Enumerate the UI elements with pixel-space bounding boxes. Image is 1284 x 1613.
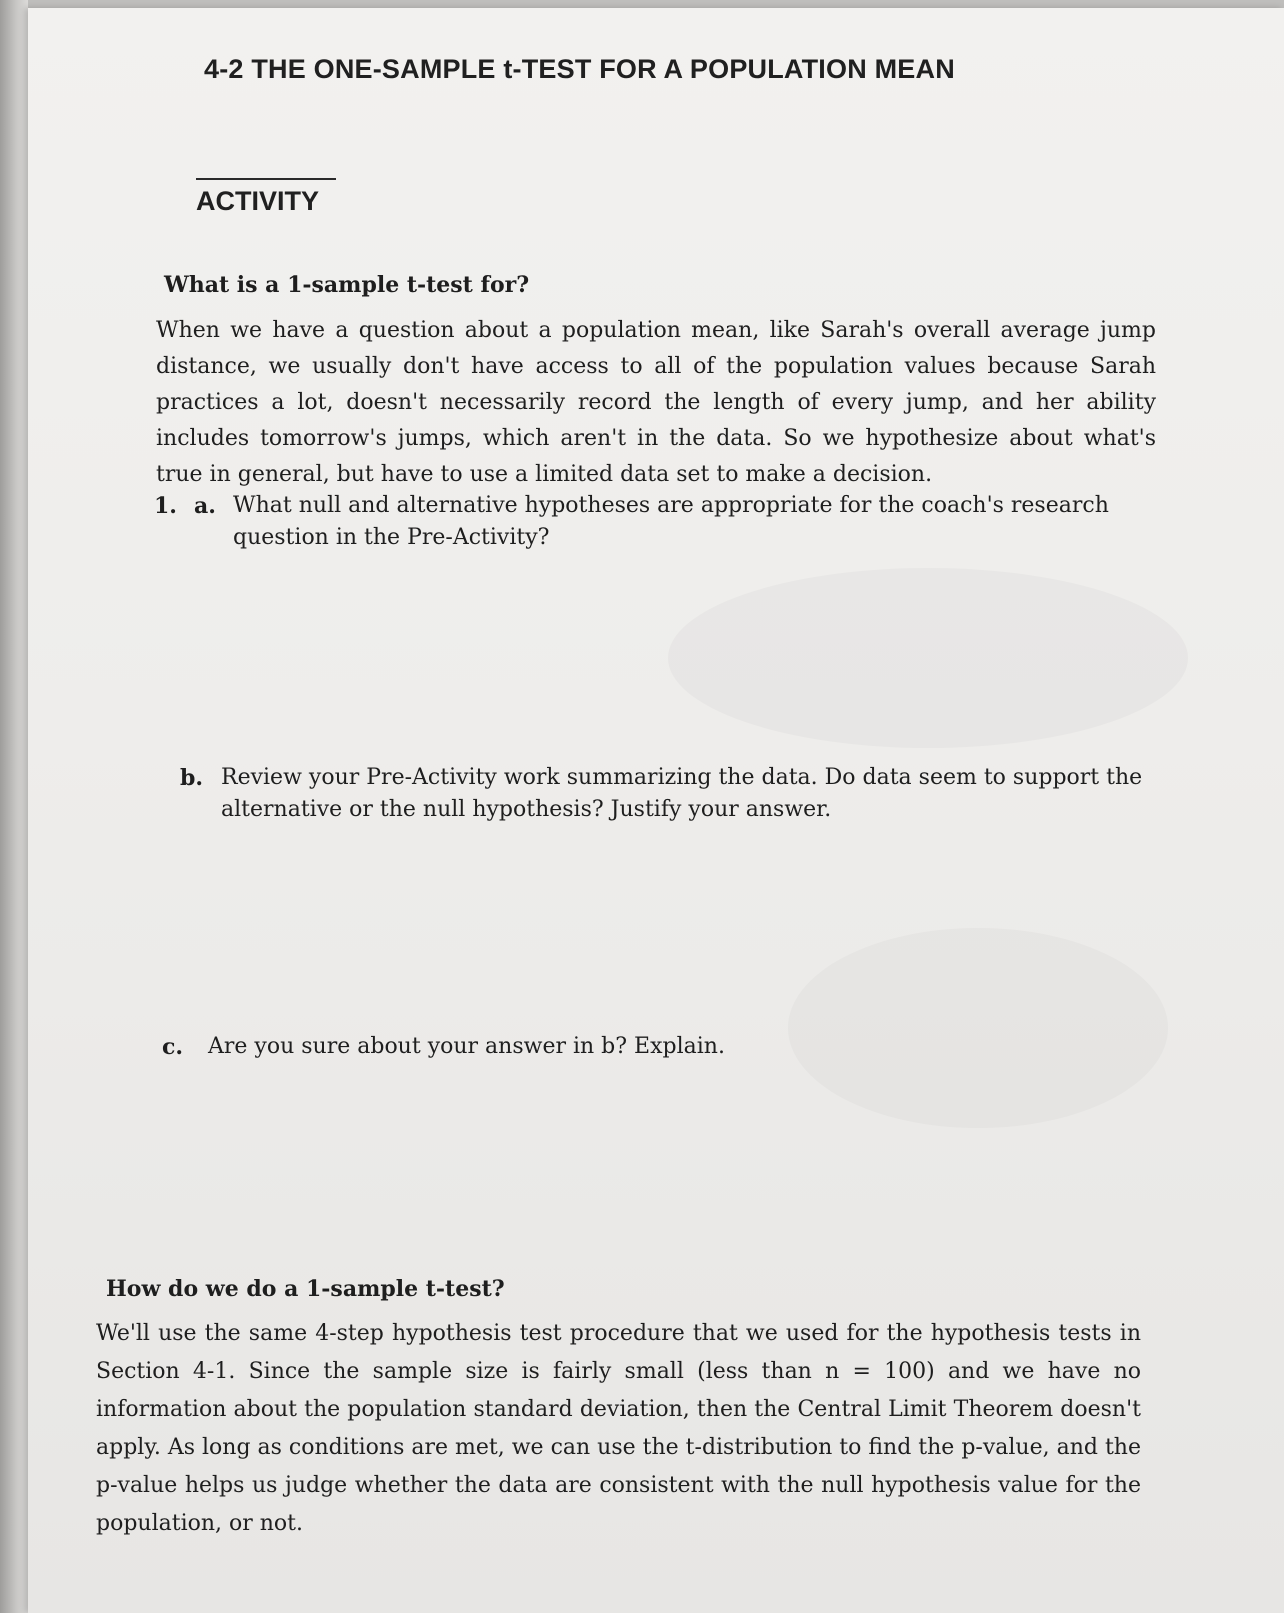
show-through-blur	[668, 568, 1188, 748]
section-title: 4-2 THE ONE-SAMPLE t-TEST FOR A POPULATION MEAN	[204, 54, 955, 84]
question-b-label: b.	[180, 765, 204, 791]
question-a-text: What null and alternative hypotheses are appropriate for the coach's research question in the Pre-Activity?	[233, 493, 1109, 550]
activity-rule	[196, 178, 336, 180]
question-c-text: Are you sure about your answer in b? Explain.	[208, 1034, 725, 1059]
book-binding	[0, 0, 28, 1613]
question-number: 1.	[154, 493, 177, 519]
show-through-blur	[788, 928, 1168, 1128]
question-b-text: Review your Pre-Activity work summarizing the data. Do data seem to support the alternative or the null hypothesis? Justify your answer.	[221, 765, 1143, 822]
procedure-paragraph: We'll use the same 4-step hypothesis test procedure that we used for the hypothesis tests in Section 4-1. Since the sample size is fairly small (less than n = 100) and we have no information about the population standard deviation, then the Central Limit Theorem doesn't apply. As long as conditions are met, we can use the t-distribution to find the p-value, and the p-value helps us judge whether the data are consistent with the null hypothesis value for the population, or not.	[96, 1321, 1141, 1536]
textbook-page	[28, 8, 1284, 1613]
question-a-label: a.	[194, 493, 216, 519]
activity-label: ACTIVITY	[196, 186, 320, 216]
procedure-heading: How do we do a 1-sample t-test?	[106, 1276, 505, 1302]
intro-paragraph: When we have a question about a population mean, like Sarah's overall average jump distance, we usually don't have access to all of the population values because Sarah practices a lot, doesn't necessarily record the length of every jump, and her ability includes tomorrow's jumps, which aren't in the data. So we hypothesize about what's true in general, but have to use a limited data set to make a decision.	[156, 318, 1156, 487]
intro-heading: What is a 1-sample t-test for?	[164, 272, 530, 298]
question-c-label: c.	[162, 1034, 184, 1060]
